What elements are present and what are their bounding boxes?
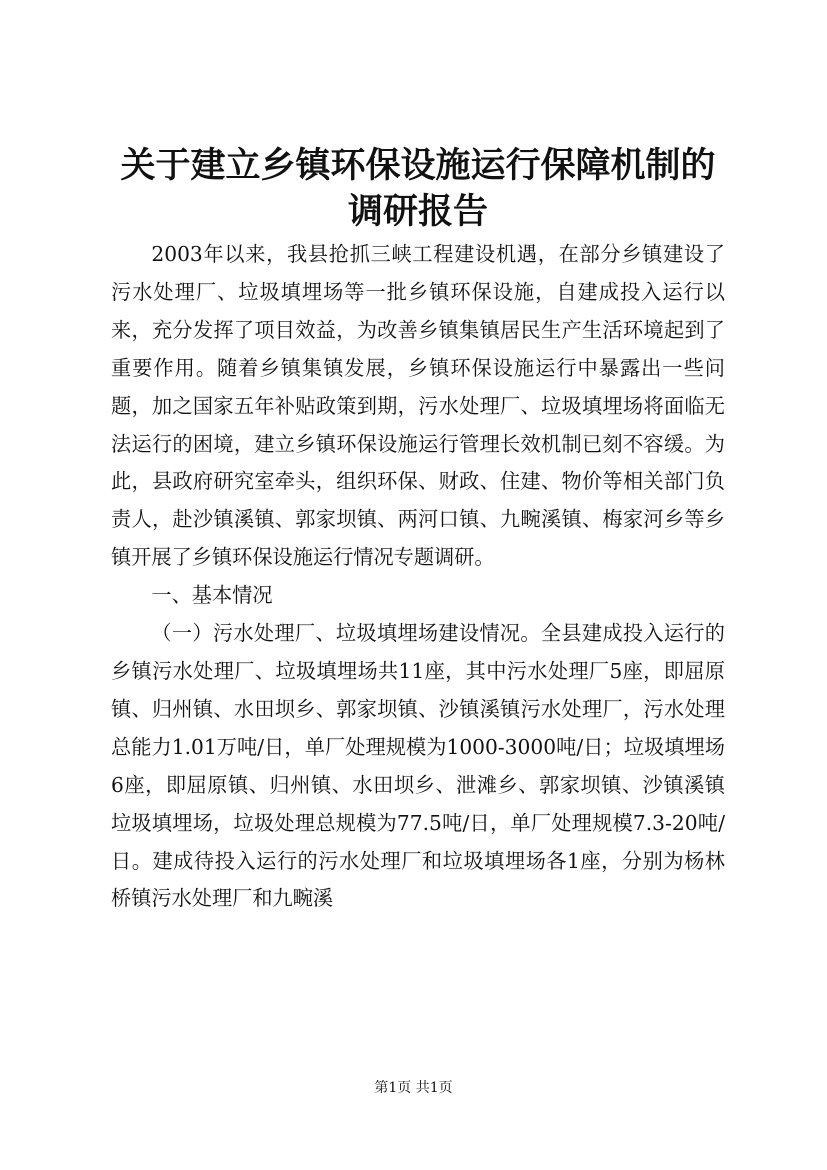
- document-title: 关于建立乡镇环保设施运行保障机制的调研报告: [120, 145, 716, 232]
- paragraph-construction-status: （一）污水处理厂、垃圾填埋场建设情况。全县建成投入运行的乡镇污水处理厂、垃圾填埋场共11座，其中污水处理厂5座，即屈原镇、归州镇、水田坝乡、郭家坝镇、沙镇溪镇污水处理厂，污水处理总能力1.01万吨/日，单厂处理规模为1000-3000吨/日；垃圾填埋场6座，即屈原镇、归州镇、水田坝乡、泄滩乡、郭家坝镇、沙镇溪镇垃圾填埋场，垃圾处理总规模为77.5吨/日，单厂处理规模7.3-20吨/日。建成待投入运行的污水处理厂和垃圾填埋场各1座，分别为杨林桥镇污水处理厂和九畹溪: [111, 621, 725, 911]
- paragraph-intro: 2003年以来，我县抢抓三峡工程建设机遇，在部分乡镇建设了污水处理厂、垃圾填埋场等一批乡镇环保设施，自建成投入运行以来，充分发挥了项目效益，为改善乡镇集镇居民生产生活环境起到了重要作用。随着乡镇集镇发展，乡镇环保设施运行中暴露出一些问题，加之国家五年补贴政策到期，污水处理厂、垃圾填埋场将面临无法运行的困境，建立乡镇环保设施运行管理长效机制已刻不容缓。为此，县政府研究室牵头，组织环保、财政、住建、物价等相关部门负责人，赴沙镇溪镇、郭家坝镇、两河口镇、九畹溪镇、梅家河乡等乡镇开展了乡镇环保设施运行情况专题调研。: [111, 242, 725, 570]
- section-heading-basic-situation: 一、基本情况: [151, 583, 273, 608]
- page-footer: 第1页 共1页: [374, 1080, 453, 1096]
- document-body: [111, 236, 725, 918]
